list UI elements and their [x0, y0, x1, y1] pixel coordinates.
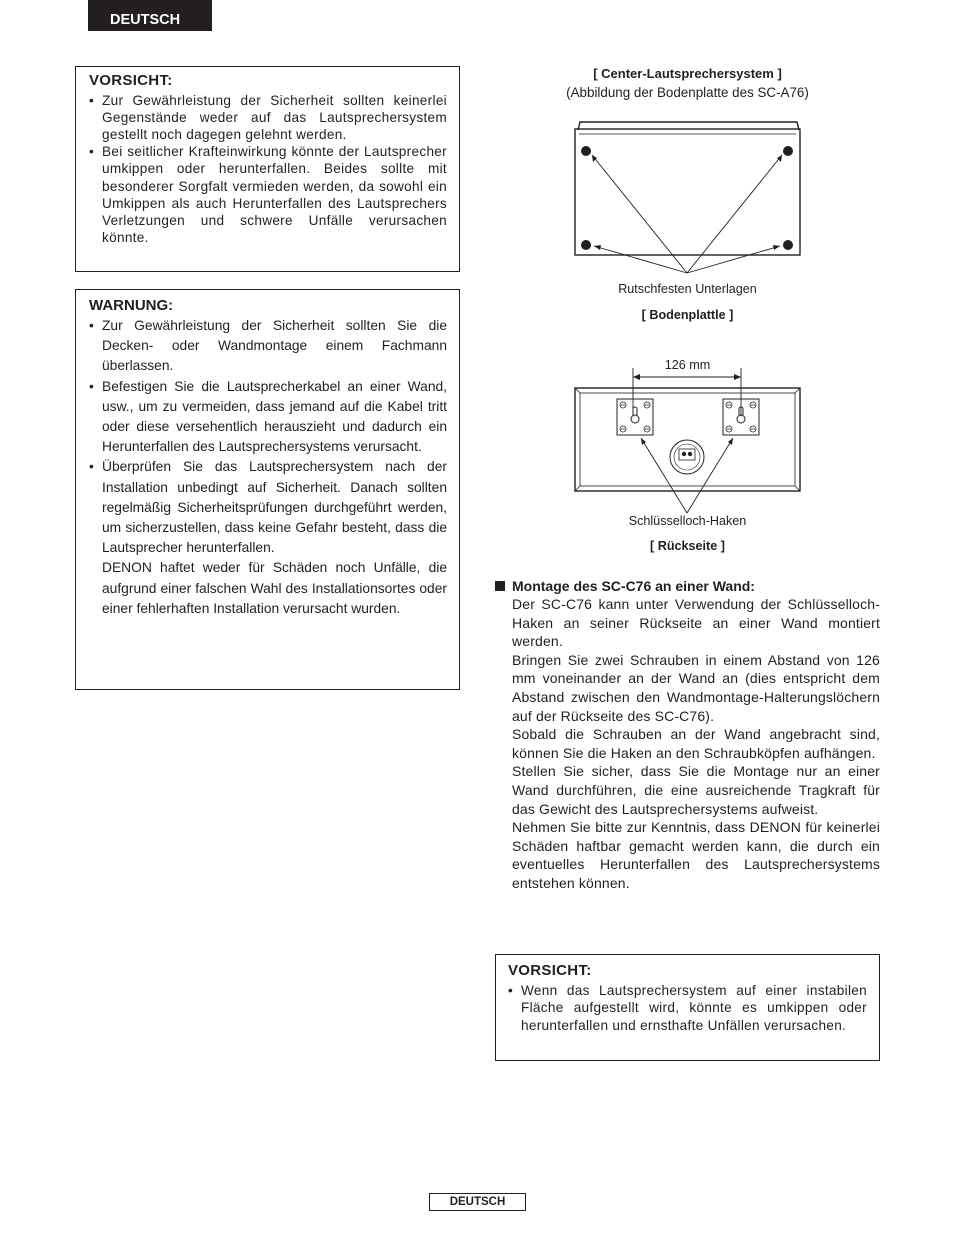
dimension-label: 126 mm — [664, 358, 711, 372]
warning-item: • Zur Gewährleistung der Sicherheit sollten Sie die Decken- oder Wandmontage einem Fachmann überlassen. — [89, 316, 447, 377]
footer-language: DEUTSCH — [429, 1193, 526, 1211]
caution-box-2 — [495, 954, 880, 1061]
caution-item: • Zur Gewährleistung der Sicherheit sollten keinerlei Gegenstände weder auf das Lautsprechersystem gestellt noch dagegen gelehnt werden. — [89, 92, 447, 143]
foot-pad-icon — [581, 146, 591, 156]
mounting-paragraph: Stellen Sie sicher, dass Sie die Montage nur an einer Wand durchführen, die eine ausreichende Tragkraft für das Gewicht des Lautsprechersystems aufweist. — [512, 763, 880, 817]
mounting-title: Montage des SC-C76 an einer Wand: — [495, 577, 880, 595]
mounting-paragraph: Der SC-C76 kann unter Verwendung der Schlüsselloch-Haken an seiner Rückseite an einer Wand montiert werden. — [512, 596, 880, 650]
rear-caption: [ Rückseite ] — [650, 539, 725, 553]
caution2-item: • Wenn das Lautsprechersystem auf einer instabilen Fläche aufgestellt wird, könnte es umkippen oder herunterfallen und ernsthafte Unfällen verursachen. — [508, 982, 867, 1034]
warning-item: • Überprüfen Sie das Lautsprechersystem nach der Installation unbedingt auf Sicherheit. Danach sollten regelmäßig Sicherheitsprüfungen durchgeführt werden, um sicherzustellen, dass keine Gefahr besteht, dass die Lautsprecher herunterfallen. — [89, 457, 447, 558]
bottom-caption: [ Bodenplattle ] — [641, 308, 734, 322]
caution2-title: VORSICHT: — [508, 962, 592, 979]
caution-title: VORSICHT: — [89, 72, 173, 89]
square-bullet-icon — [495, 581, 505, 591]
caution-item: • Bei seitlicher Krafteinwirkung könnte der Lautsprecher umkippen oder herunterfallen. Beides sollte mit besonderer Sorgfalt vermieden werden, da sowohl ein Umkippen als auch Herunterfallen des Lautsprechers Verletzungen und schwere Unfälle verursachen könnte. — [89, 143, 447, 246]
warning-continuation: DENON haftet weder für Schäden noch Unfälle, die aufgrund einer falschen Wahl des Installationsortes oder einer fehlerhaften Installation verursacht wurden. — [102, 560, 447, 616]
mounting-paragraph: Nehmen Sie bitte zur Kenntnis, dass DENON für keinerlei Schäden haftbar gemacht werden kann, die durch ein eventuelles Herunterfallen des Lautsprechersystems entstehen können. — [512, 819, 880, 891]
rear-label: Schlüsselloch-Haken — [628, 514, 747, 528]
figure-subtitle: (Abbildung der Bodenplatte des SC-A76) — [566, 85, 809, 100]
foot-pad-icon — [783, 146, 793, 156]
foot-pad-icon — [783, 240, 793, 250]
keyhole-icon — [631, 407, 745, 423]
figure-title: [ Center-Lautsprechersystem ] — [593, 66, 782, 81]
warning-item: • Befestigen Sie die Lautsprecherkabel an einer Wand, usw., um zu vermeiden, dass jemand auf die Kabel tritt oder diese versehentlich herauszieht und dadurch ein Herunterfallen des Lautsprechersystems verursacht. — [89, 377, 447, 458]
foot-pad-icon — [581, 240, 591, 250]
language-tab: DEUTSCH — [88, 0, 212, 31]
bottom-label: Rutschfesten Unterlagen — [618, 282, 757, 296]
mounting-section — [495, 577, 880, 893]
mounting-paragraph: Bringen Sie zwei Schrauben in einem Abstand von 126 mm voneinander an der Wand an (dies entspricht dem Abstand zwischen den Wandmontage-Halterungslöchern auf der Rückseite des SC-C76). — [512, 651, 880, 724]
mounting-paragraph: Sobald die Schrauben an der Wand angebracht sind, können Sie die Haken an den Schraubköpfen aufhängen. — [512, 726, 880, 761]
warning-title: WARNUNG: — [89, 297, 174, 314]
